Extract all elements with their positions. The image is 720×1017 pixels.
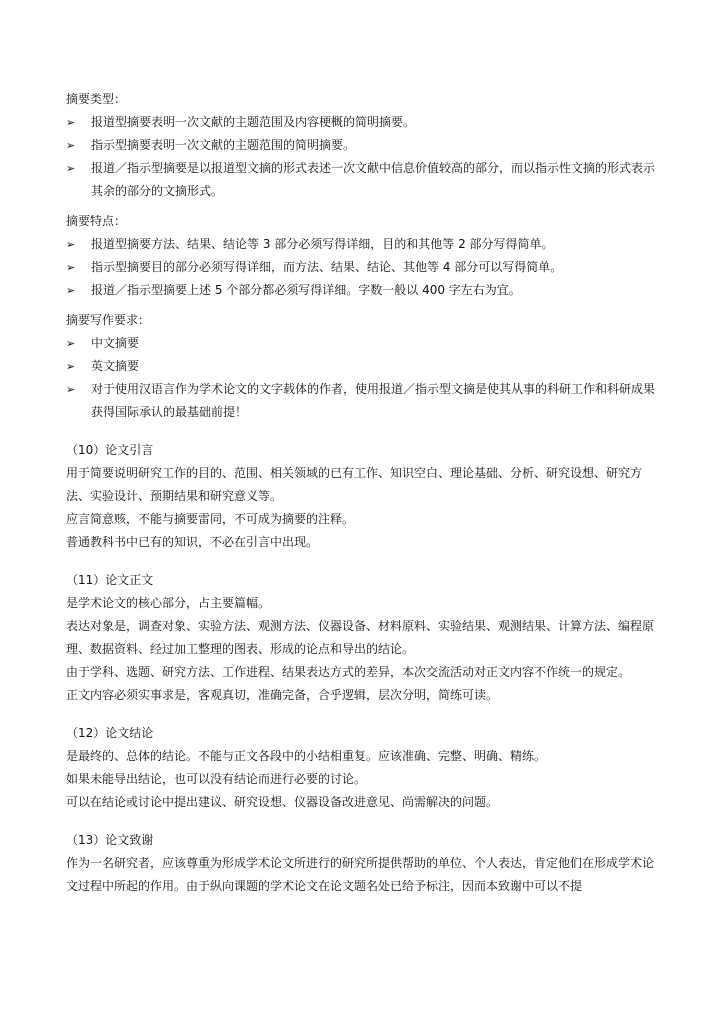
abstract-requirements-heading: 摘要写作要求：: [66, 313, 151, 327]
document-page: [66, 88, 662, 898]
abstract-types-list: [66, 111, 662, 203]
list-item: ➢ 对于使用汉语言作为学术论文的文字载体的作者，使用报道／指示型文摘是使其从事的科研工作和科研成果获得国际承认的最基础前提！: [66, 378, 662, 424]
list-item: ➢ 报道型摘要表明一次文献的主题范围及内容梗概的简明摘要。: [66, 111, 662, 134]
paragraph: 应言简意赅，不能与摘要雷同，不可成为摘要的注释。: [66, 512, 355, 526]
abstract-types-heading: 摘要类型：: [66, 92, 127, 106]
arrow-bullet-icon: ➢: [66, 261, 76, 274]
list-item: ➢ 报道型摘要方法、结果、结论等 3 部分必须写得详细，目的和其他等 2 部分写得简单。: [66, 233, 662, 256]
section-11-heading: （11）论文正文: [66, 573, 154, 587]
list-item: ➢ 指示型摘要表明一次文献的主题范围的简明摘要。: [66, 134, 662, 157]
arrow-bullet-icon: ➢: [66, 360, 76, 373]
paragraph: 可以在结论或讨论中提出建议、研究设想、仪器设备改进意见、尚需解决的问题。: [66, 795, 499, 809]
paragraph: 用于简要说明研究工作的目的、范围、相关领域的已有工作、知识空白、理论基础、分析、研究设想、研究方法、实验设计、预期结果和研究意义等。: [66, 466, 643, 503]
arrow-bullet-icon: ➢: [66, 162, 76, 175]
paragraph: 是学术论文的核心部分，占主要篇幅。: [66, 596, 271, 610]
arrow-bullet-icon: ➢: [66, 383, 76, 396]
list-item: ➢ 指示型摘要目的部分必须写得详细，而方法、结果、结论、其他等 4 部分可以写得简单。: [66, 256, 662, 279]
arrow-bullet-icon: ➢: [66, 284, 76, 297]
list-item: ➢ 报道／指示型摘要上述 5 个部分都必须写得详细。字数一般以 400 字左右为宜。: [66, 279, 662, 302]
arrow-bullet-icon: ➢: [66, 139, 76, 152]
paragraph: 由于学科、选题、研究方法、工作进程、结果表达方式的差异，本次交流活动对正文内容不作统一的规定。: [66, 665, 631, 679]
paragraph: 作为一名研究者，应该尊重为形成学术论文所进行的研究所提供帮助的单位、个人表达，肯定他们在形成学术论文过程中所起的作用。由于纵向课题的学术论文在论文题名处已给予标注，因而本致谢中可以不提: [66, 856, 655, 893]
arrow-bullet-icon: ➢: [66, 116, 76, 129]
list-item: ➢ 报道／指示型摘要是以报道型文摘的形式表述一次文献中信息价值较高的部分，而以指示性文摘的形式表示其余的部分的文摘形式。: [66, 157, 662, 203]
abstract-requirements-list: [66, 332, 662, 424]
abstract-features-list: [66, 233, 662, 302]
paragraph: 是最终的、总体的结论。不能与正文各段中的小结相重复。应该准确、完整、明确、精练。: [66, 749, 547, 763]
arrow-bullet-icon: ➢: [66, 337, 76, 350]
paragraph: 如果未能导出结论，也可以没有结论而进行必要的讨论。: [66, 772, 367, 786]
section-10-heading: （10）论文引言: [66, 443, 154, 457]
paragraph: 表达对象是，调查对象、实验方法、观测方法、仪器设备、材料原料、实验结果、观测结果、计算方法、编程原理、数据资料、经过加工整理的图表、形成的论点和导出的结论。: [66, 619, 655, 656]
paragraph: 普通教科书中已有的知识，不必在引言中出现。: [66, 535, 319, 549]
arrow-bullet-icon: ➢: [66, 238, 76, 251]
section-13-heading: （13）论文致谢: [66, 833, 154, 847]
section-12-heading: （12）论文结论: [66, 726, 154, 740]
list-item: ➢ 中文摘要: [66, 332, 662, 355]
paragraph: 正文内容必须实事求是，客观真切，准确完备，合乎逻辑，层次分明，简练可读。: [66, 688, 499, 702]
list-item: ➢ 英文摘要: [66, 355, 662, 378]
abstract-features-heading: 摘要特点：: [66, 214, 127, 228]
